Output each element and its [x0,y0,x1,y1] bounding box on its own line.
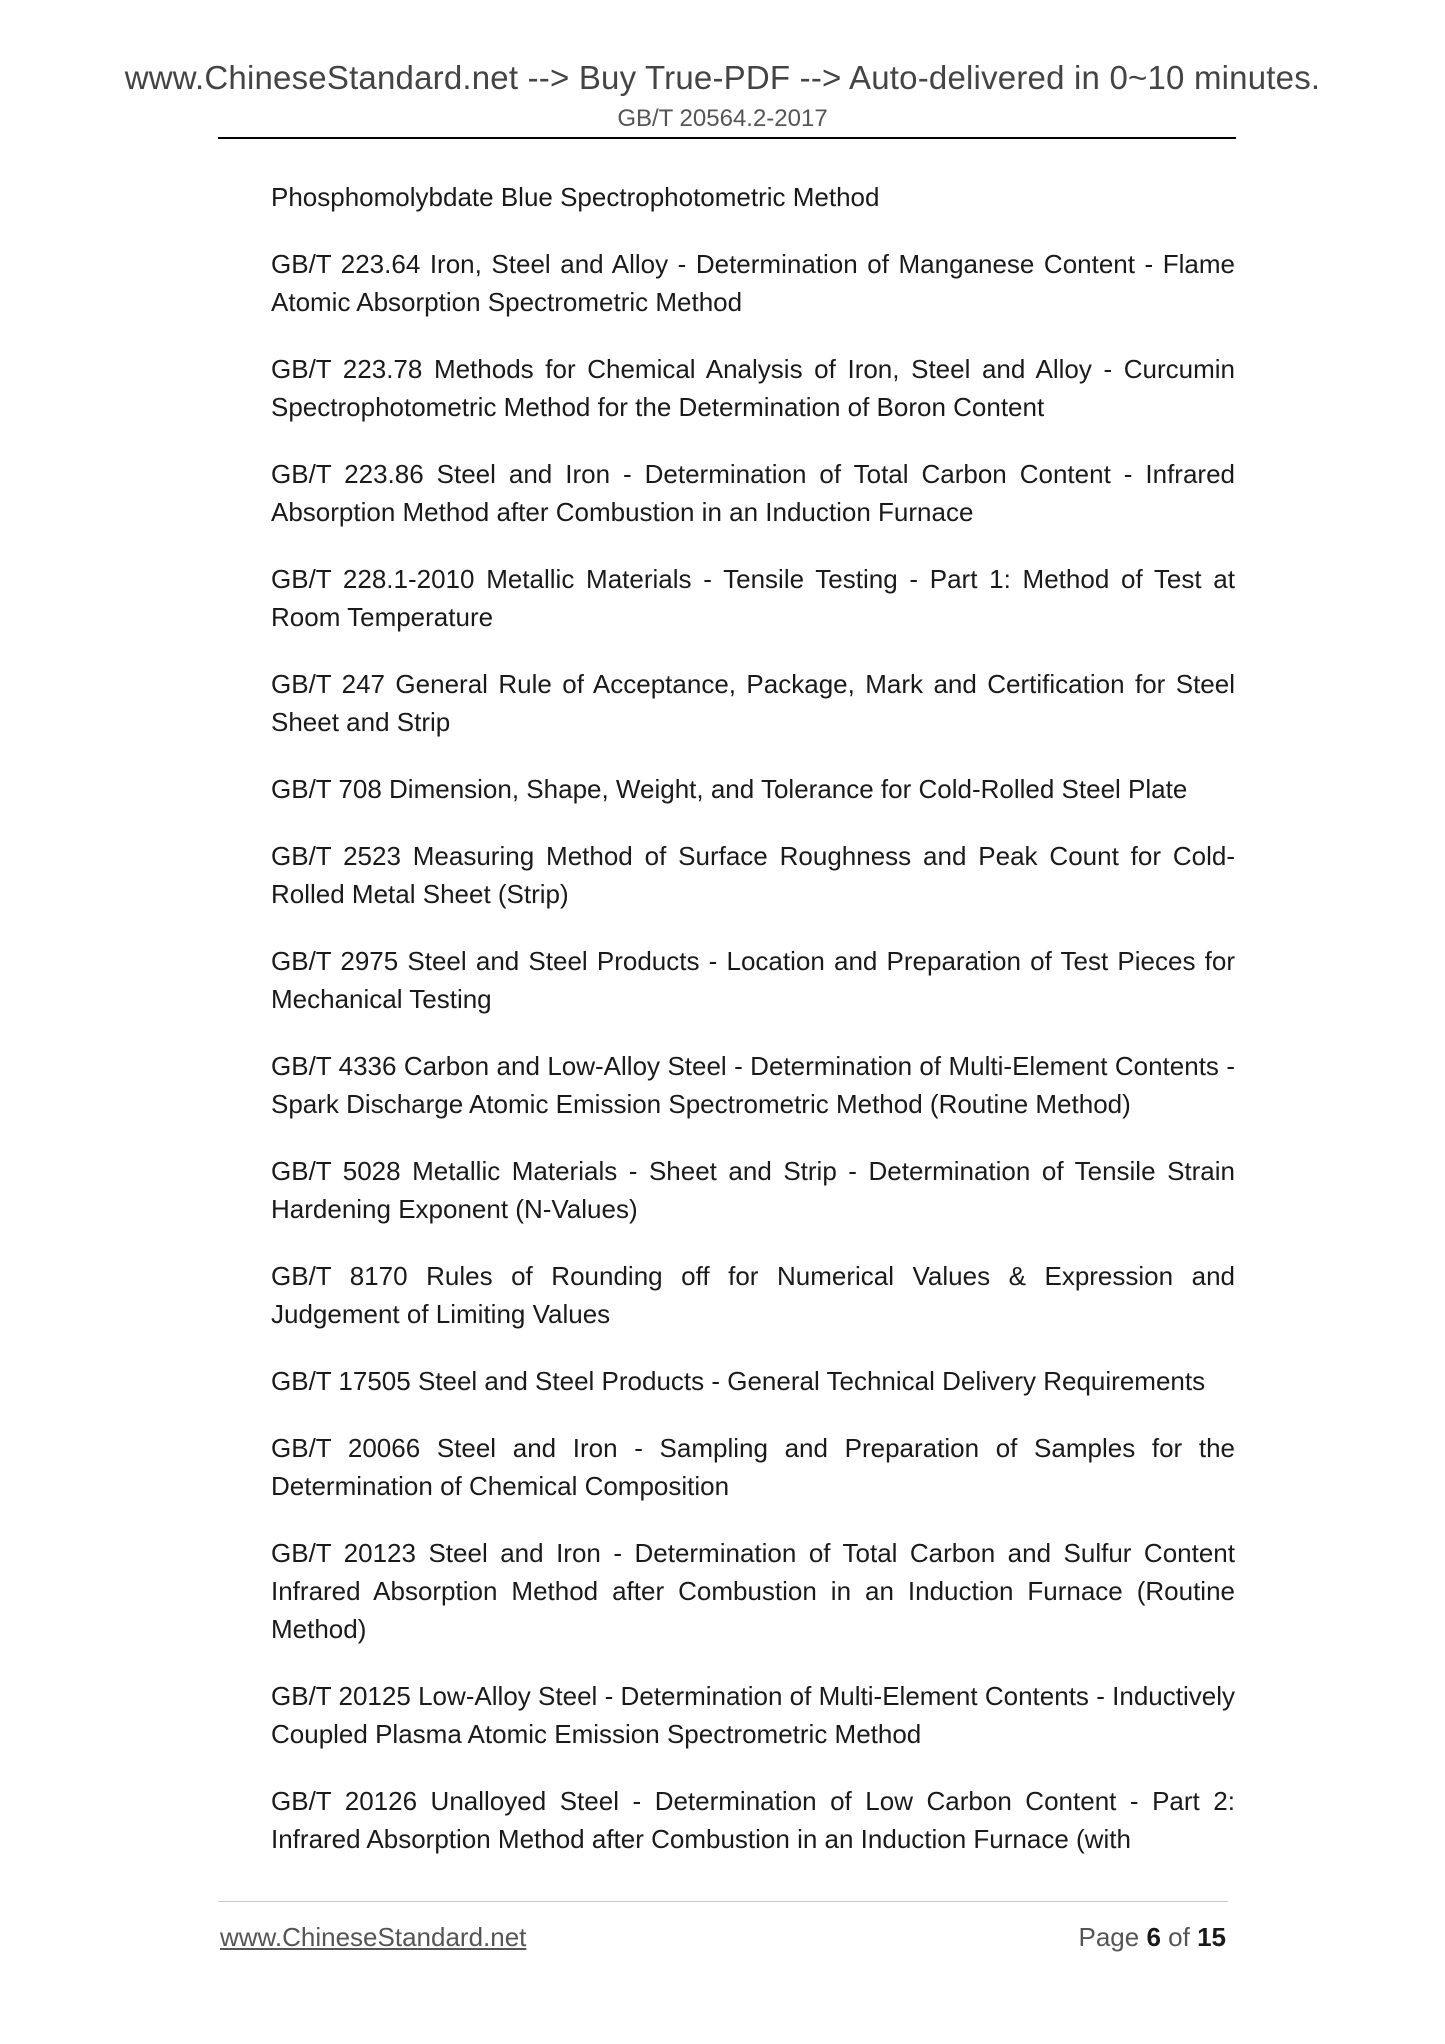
paragraph: GB/T 17505 Steel and Steel Products - General Technical Delivery Requirements [271,1366,1206,1396]
paragraph: GB/T 5028 Metallic Materials - Sheet and Strip - Determination of Tensile Strain Hardening Exponent (N-Values) [271,1156,1235,1224]
paragraph: GB/T 2523 Measuring Method of Surface Roughness and Peak Count for Cold-Rolled Metal Sheet (Strip) [271,841,1235,909]
paragraph: GB/T 2975 Steel and Steel Products - Location and Preparation of Test Pieces for Mechanical Testing [271,946,1235,1014]
paragraph: GB/T 20123 Steel and Iron - Determination of Total Carbon and Sulfur Content Infrared Absorption Method after Combustion in an Induction Furnace (Routine Method) [271,1538,1235,1644]
header-divider [218,137,1236,139]
document-id: GB/T 20564.2-2017 [617,105,828,132]
paragraph: GB/T 708 Dimension, Shape, Weight, and Tolerance for Cold-Rolled Steel Plate [271,774,1188,804]
paragraph: GB/T 223.78 Methods for Chemical Analysis of Iron, Steel and Alloy - Curcumin Spectrophotometric Method for the Determination of Boron Content [271,354,1235,422]
page-current: 6 [1146,1922,1161,1952]
footer-divider [218,1901,1228,1902]
page-prefix: Page [1078,1922,1140,1952]
footer-site-link[interactable]: www.ChineseStandard.net [220,1922,527,1952]
page-of: of [1168,1922,1190,1952]
document-body [271,178,1235,1887]
paragraph: GB/T 4336 Carbon and Low-Alloy Steel - Determination of Multi-Element Contents -Spark Discharge Atomic Emission Spectrometric Method (Routine Method) [271,1051,1235,1119]
paragraph: GB/T 20126 Unalloyed Steel - Determination of Low Carbon Content - Part 2: Infrared Absorption Method after Combustion in an Induction Furnace (with [271,1786,1235,1854]
paragraph: GB/T 228.1-2010 Metallic Materials - Tensile Testing - Part 1: Method of Test at Room Temperature [271,564,1235,632]
paragraph: GB/T 223.64 Iron, Steel and Alloy - Determination of Manganese Content - Flame Atomic Absorption Spectrometric Method [271,249,1235,317]
header-banner[interactable]: www.ChineseStandard.net --> Buy True-PDF --> Auto-delivered in 0~10 minutes. [124,59,1321,96]
paragraph: GB/T 8170 Rules of Rounding off for Numerical Values & Expression and Judgement of Limiting Values [271,1261,1235,1329]
paragraph: GB/T 247 General Rule of Acceptance, Package, Mark and Certification for Steel Sheet and Strip [271,669,1235,737]
paragraph: GB/T 20125 Low-Alloy Steel - Determination of Multi-Element Contents - Inductively Coupled Plasma Atomic Emission Spectrometric Method [271,1681,1235,1749]
page-number [1078,1921,1226,1953]
paragraph: GB/T 20066 Steel and Iron - Sampling and Preparation of Samples for the Determination of Chemical Composition [271,1433,1235,1501]
paragraph: Phosphomolybdate Blue Spectrophotometric Method [271,182,880,212]
paragraph: GB/T 223.86 Steel and Iron - Determination of Total Carbon Content - Infrared Absorption Method after Combustion in an Induction Furnace [271,459,1235,527]
page-total: 15 [1197,1922,1226,1952]
